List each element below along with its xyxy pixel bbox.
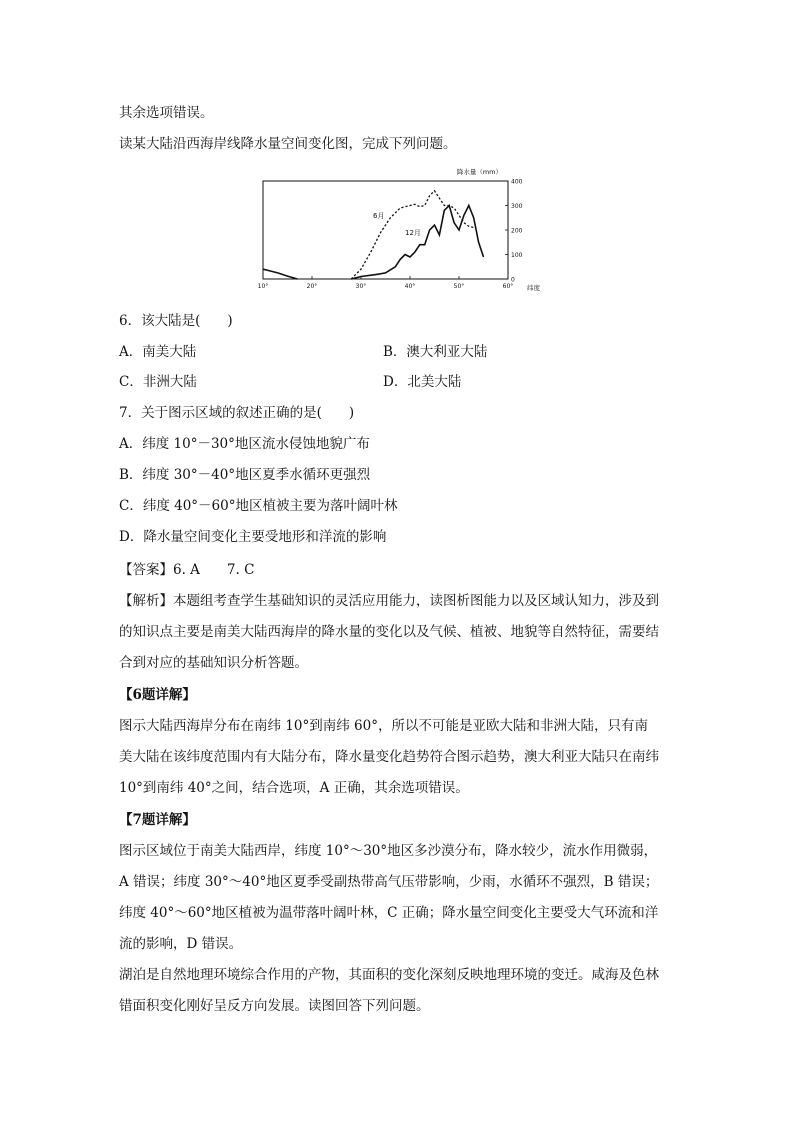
option-7c: C．纬度 40°－60°地区植被主要为落叶阔叶林 bbox=[119, 498, 398, 514]
option-6d: D．北美大陆 bbox=[383, 374, 462, 390]
option-6c: C．非洲大陆 bbox=[119, 374, 197, 390]
detail-line: 美大陆在该纬度范围内有大陆分布，降水量变化趋势符合图示趋势，澳大利亚大陆只在南纬 bbox=[119, 749, 659, 765]
heading-q7-detail: 【7题详解】 bbox=[119, 812, 196, 828]
precipitation-chart bbox=[255, 168, 545, 296]
x-tick-label: 30° bbox=[355, 283, 367, 290]
next-intro-line: 湖泊是自然地理环境综合作用的产物，其面积的变化深刻反映地理环境的变迁。咸海及色林 bbox=[119, 967, 659, 983]
detail-line: 纬度 40°～60°地区植被为温带落叶阔叶林，C 正确；降水量空间变化主要受大气环流和洋 bbox=[119, 905, 659, 921]
next-intro-line: 错面积变化刚好呈反方向发展。读图回答下列问题。 bbox=[119, 998, 430, 1014]
detail-line: A 错误；纬度 30°～40°地区夏季受副热带高气压带影响，少雨，水循环不强烈，B 错误； bbox=[119, 874, 659, 890]
text-line: 其余选项错误。 bbox=[119, 105, 214, 121]
plot-frame bbox=[263, 181, 508, 279]
answer-line: 【答案】6. A 7. C bbox=[119, 562, 255, 578]
detail-line: 流的影响，D 错误。 bbox=[119, 936, 243, 952]
detail-line: 图示大陆西海岸分布在南纬 10°到南纬 60°，所以不可能是亚欧大陆和非洲大陆，只有南 bbox=[119, 718, 648, 734]
series-label-december: 12月 bbox=[405, 229, 421, 237]
option-7b: B．纬度 30°－40°地区夏季水循环更强烈 bbox=[119, 467, 371, 483]
detail-line: 10°到南纬 40°之间，结合选项，A 正确，其余选项错误。 bbox=[119, 780, 469, 796]
option-6b: B．澳大利亚大陆 bbox=[383, 344, 488, 360]
x-tick-label: 40° bbox=[404, 283, 416, 290]
x-tick-label: 60° bbox=[502, 283, 514, 290]
y-tick-label: 200 bbox=[511, 227, 523, 235]
analysis-line: 合到对应的基础知识分析答题。 bbox=[119, 655, 308, 671]
x-axis-label: 纬度 bbox=[527, 284, 540, 292]
option-6a: A．南美大陆 bbox=[119, 344, 197, 360]
detail-line: 图示区域位于南美大陆西岸，纬度 10°～30°地区多沙漠分布，降水较少，流水作用微弱， bbox=[119, 843, 658, 859]
question-intro: 读某大陆沿西海岸线降水量空间变化图，完成下列问题。 bbox=[119, 136, 457, 152]
x-tick-label: 50° bbox=[453, 283, 465, 290]
y-tick-label: 400 bbox=[511, 178, 523, 186]
option-7d: D．降水量空间变化主要受地形和洋流的影响 bbox=[119, 529, 387, 545]
series-label-june: 6月 bbox=[373, 212, 385, 220]
x-tick-label: 20° bbox=[306, 283, 318, 290]
heading-q6-detail: 【6题详解】 bbox=[119, 687, 196, 703]
y-tick-label: 100 bbox=[511, 252, 523, 259]
analysis-line: 【解析】本题组考查学生基础知识的灵活应用能力，读图析图能力以及区域认知力，涉及到 bbox=[119, 593, 659, 609]
question-7: 7．关于图示区域的叙述正确的是( ) bbox=[119, 405, 355, 421]
question-6: 6．该大陆是( ) bbox=[119, 313, 233, 329]
analysis-line: 的知识点主要是南美大陆西海岸的降水量的变化以及气候、植被、地貌等自然特征，需要结 bbox=[119, 624, 659, 640]
y-tick-label: 0 bbox=[511, 276, 515, 284]
option-7a: A．纬度 10°－30°地区流水侵蚀地貌广布 bbox=[119, 436, 370, 452]
y-axis-label: 降水量（mm） bbox=[456, 168, 502, 176]
y-tick-label: 300 bbox=[511, 203, 523, 210]
x-tick-label: 10° bbox=[257, 283, 269, 290]
